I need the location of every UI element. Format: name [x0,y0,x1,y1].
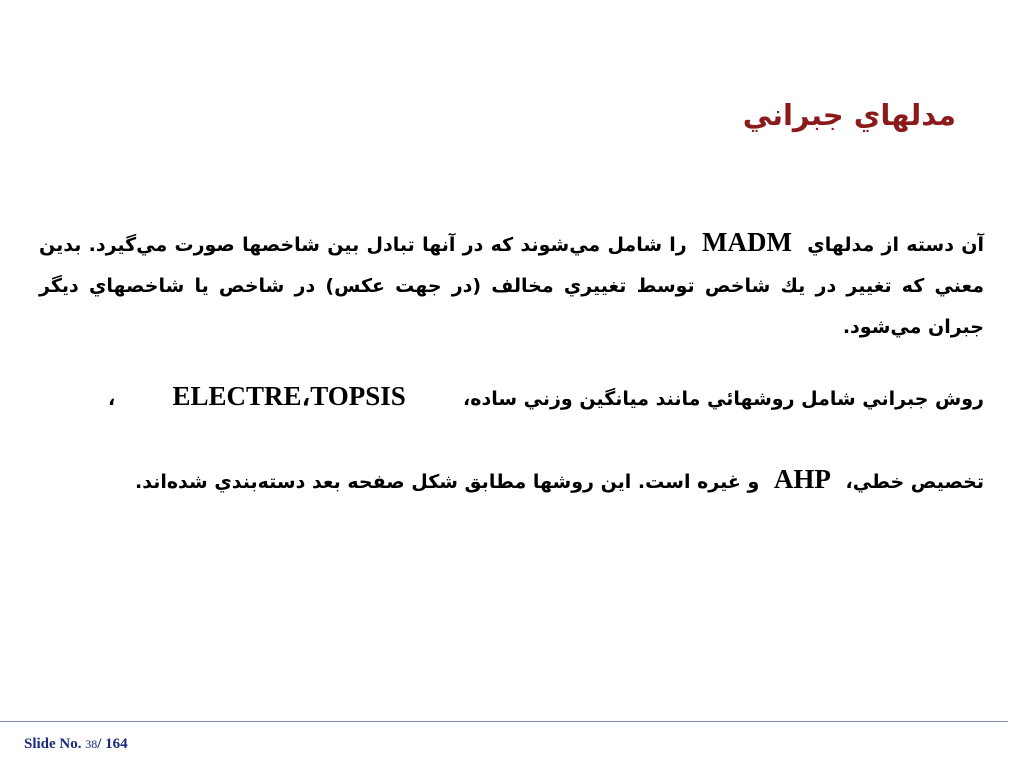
slide-number-total: / 164 [97,736,128,752]
paragraph2-text-before: روش جبراني شامل روشهائي مانند ميانگين وزني ساده، [463,388,984,410]
paragraph1-text-after: را شامل مي‌شوند كه در آنها تبادل بين شاخصها صورت مي‌گيرد. بدين معني كه تغيير در يك شاخص توسط تغييري مخالف (در جهت عكس) در شاخص يا شاخصهاي ديگر جبران مي‌شود. [39,234,984,338]
paragraph3-text-after: و غيره است. اين روشها مطابق شكل صفحه بعد دسته‌بندي شده‌اند. [135,471,760,493]
slide-number-current: 38 [85,737,98,751]
slide-number-label: Slide No. [24,736,82,752]
term-ahp: AHP [773,464,831,494]
paragraph-madm-definition [39,222,984,348]
term-electre-topsis: ELECTRE،TOPSIS [172,381,406,411]
slide-number [24,736,128,753]
term-madm: MADM [702,227,792,257]
paragraph1-text-before: آن دسته از مدلهاي [807,234,984,256]
paragraph2-text-after: ، [107,388,116,410]
paragraph3-text-before: تخصيص خطي، [845,471,984,493]
footer-divider [0,721,1008,722]
slide-title: مدلهاي جبراني [742,98,956,132]
paragraph-classification [39,458,984,503]
paragraph-compensatory-methods [39,375,984,420]
